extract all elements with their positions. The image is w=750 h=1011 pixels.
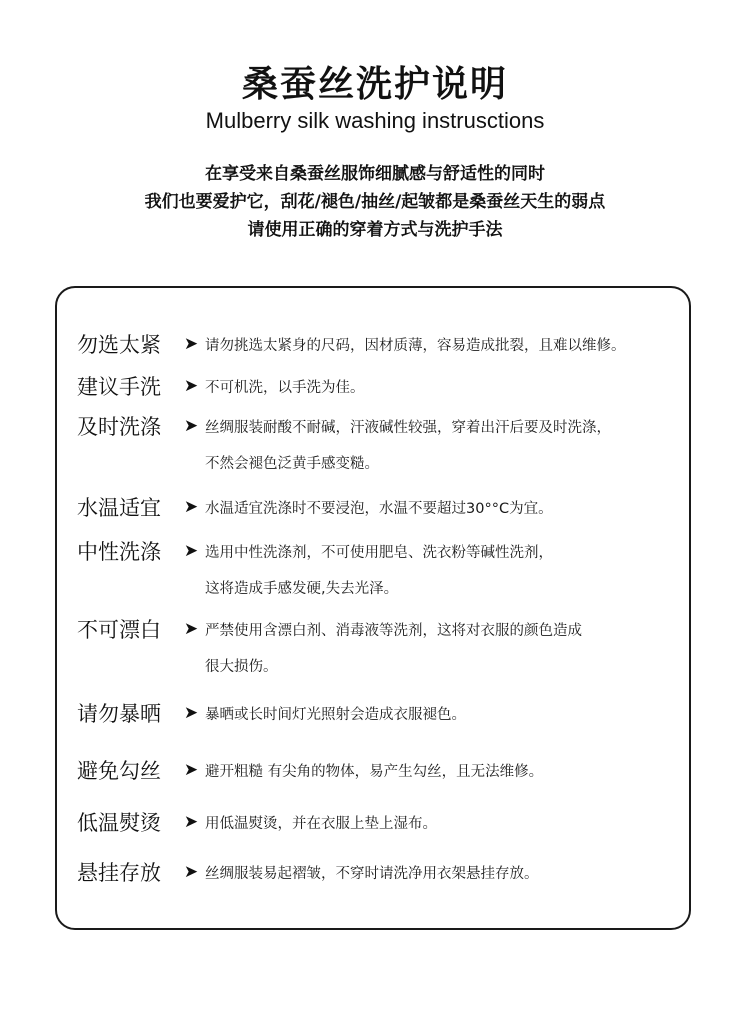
care-item-desc-continued: 这将造成手感发硬,失去光泽。 [205,581,399,597]
care-item-water-temp [77,491,697,523]
care-item-title: 水温适宜 [77,496,161,520]
care-item-neutral-detergent [77,535,697,605]
care-item-title: 悬挂存放 [77,861,161,885]
care-item-title: 请勿暴晒 [77,702,161,726]
arrow-right-icon: ➤ [183,760,199,780]
arrow-right-icon: ➤ [183,541,199,561]
page-subtitle: Mulberry silk washing instrusctions [205,108,545,133]
intro-line: 在享受来自桑蚕丝服饰细腻感与舒适性的同时 [205,164,545,184]
arrow-right-icon: ➤ [183,703,199,723]
care-item-title: 勿选太紧 [77,333,161,357]
care-item-title: 低温熨烫 [77,811,161,835]
care-item-desc: 不可机洗，以手洗为佳。 [205,379,365,396]
intro-line: 请使用正确的穿着方式与洗护手法 [247,220,503,240]
arrow-right-icon: ➤ [183,376,199,396]
arrow-right-icon: ➤ [183,812,199,832]
care-item-hand-wash [77,370,697,402]
care-item-desc: 请勿挑选太紧身的尺码，因材质薄，容易造成批裂，且难以维修。 [205,337,626,354]
arrow-right-icon: ➤ [183,862,199,882]
page-title: 桑蚕丝洗护说明 [241,64,508,105]
care-item-title: 建议手洗 [77,375,161,399]
care-item-desc: 暴晒或长时间灯光照射会造成衣服褪色。 [205,706,466,723]
care-item-title: 中性洗涤 [77,540,161,564]
care-item-desc: 水温适宜洗涤时不要浸泡，水温不要超过30°°C为宜。 [205,500,553,517]
arrow-right-icon: ➤ [183,619,199,639]
care-item-desc: 严禁使用含漂白剂、消毒液等洗剂，这将对衣服的颜色造成 [205,622,582,639]
care-item-title: 不可漂白 [77,618,161,642]
intro-line: 我们也要爱护它，刮花/褪色/抽丝/起皱都是桑蚕丝天生的弱点 [144,192,606,212]
care-item-hang-store [77,856,697,888]
care-item-desc: 丝绸服装耐酸不耐碱，汗液碱性较强，穿着出汗后要及时洗涤， [205,419,611,436]
intro-paragraph [0,160,750,244]
care-item-low-iron [77,806,697,838]
care-item-avoid-snag [77,754,697,786]
care-item-title: 避免勾丝 [77,759,161,783]
care-item-desc: 用低温熨烫，并在衣服上垫上湿布。 [205,815,437,832]
care-item-desc-continued: 不然会褪色泛黄手感变糙。 [205,456,379,472]
care-item-desc-continued: 很大损伤。 [205,659,278,675]
care-item-desc: 选用中性洗涤剂，不可使用肥皂、洗衣粉等碱性洗剂， [205,544,553,561]
arrow-right-icon: ➤ [183,334,199,354]
care-item-no-bleach [77,613,697,683]
care-item-wash-promptly [77,410,697,480]
arrow-right-icon: ➤ [183,416,199,436]
care-item-desc: 丝绸服装易起褶皱，不穿时请洗净用衣架悬挂存放。 [205,865,539,882]
care-item-title: 及时洗涤 [77,415,161,439]
care-item-desc: 避开粗糙 有尖角的物体，易产生勾丝，且无法维修。 [205,763,544,780]
care-item-no-sun [77,697,697,729]
care-item-too-tight [77,328,697,360]
arrow-right-icon: ➤ [183,497,199,517]
